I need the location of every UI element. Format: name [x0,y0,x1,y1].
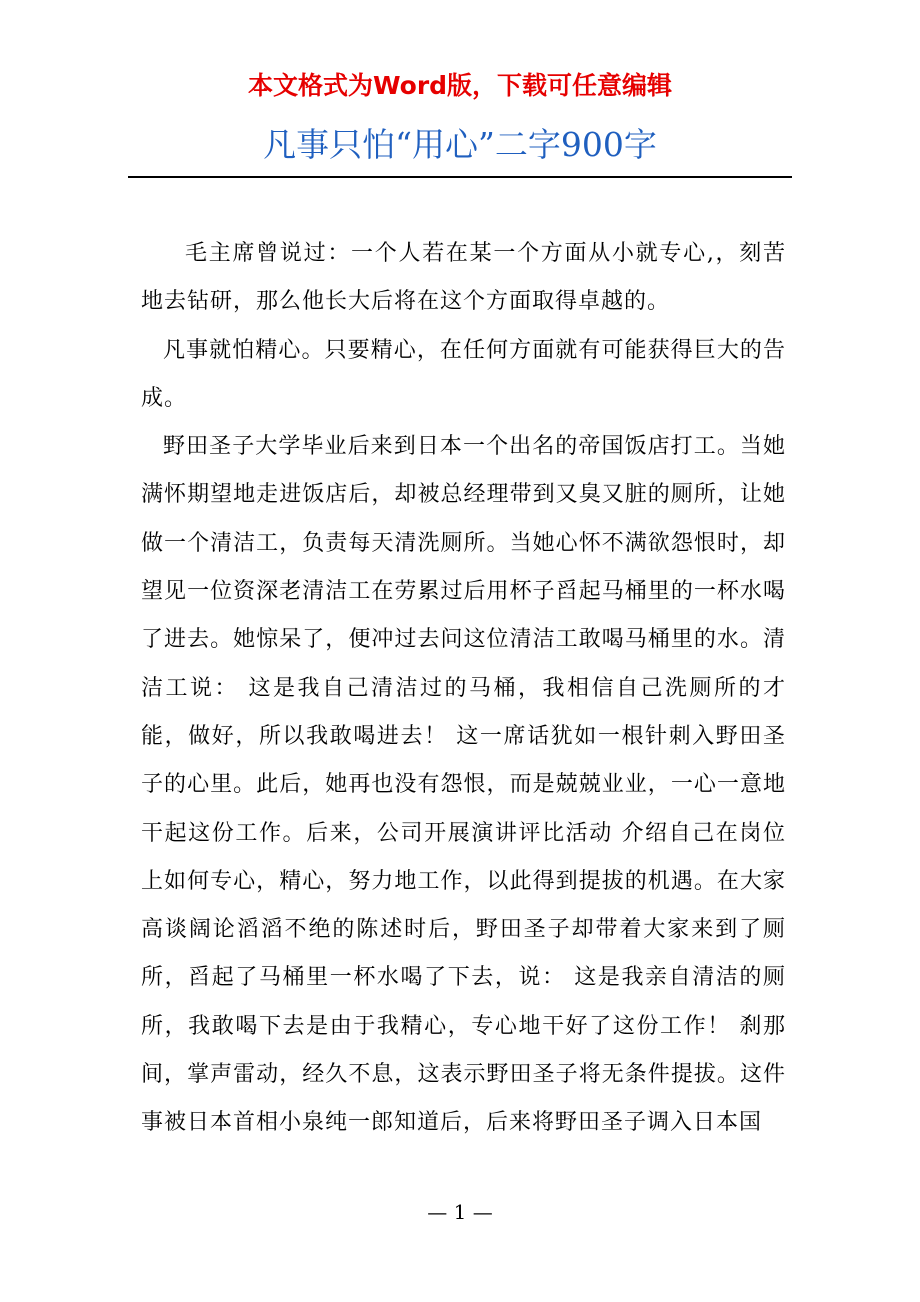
article-body [141,230,786,1148]
paragraph-1: 毛主席曾说过：一个人若在某一个方面从小就专心,，刻苦地去钻研，那么他长大后将在这个方面取得卓越的。 [141,241,786,315]
article-title: 凡事只怕“用心”二字900字 [263,125,657,164]
format-notice: 本文格式为Word版，下载可任意编辑 [247,71,673,100]
title-divider [128,176,792,178]
page-number: — 1 — [427,1200,493,1224]
paragraph-3: 野田圣子大学毕业后来到日本一个出名的帝国饭店打工。当她满怀期望地走进饭店后，却被总经理带到又臭又脏的厕所，让她做一个清洁工，负责每天清洗厕所。当她心怀不满欲怨恨时，却望见一位资深老清洁工在劳累过后用杯子舀起马桶里的一杯水喝了进去。她惊呆了，便冲过去问这位清洁工敢喝马桶里的水。清洁工说： 这是我自己清洁过的马桶，我相信自己洗厕所的才能，做好，所以我敢喝进去！ 这一席话犹如一根针刺入野田圣子的心里。此后，她再也没有怨恨，而是兢兢业业，一心一意地干起这份工作。后来，公司开展演讲评比活动 介绍自己在岗位上如何专心，精心，努力地工作，以此得到提拔的机遇。在大家高谈阔论滔滔不绝的陈述时后，野田圣子却带着大家来到了厕所，舀起了马桶里一杯水喝了下去，说： 这是我亲自清洁的厕所，我敢喝下去是由于我精心，专心地干好了这份工作！ 刹那间，掌声雷动，经久不息，这表示野田圣子将无条件提拔。这件事被日本首相小泉纯一郎知道后，后来将野田圣子调入日本国 [141,434,786,1136]
paragraph-2: 凡事就怕精心。只要精心，在任何方面就有可能获得巨大的告成。 [141,337,786,411]
